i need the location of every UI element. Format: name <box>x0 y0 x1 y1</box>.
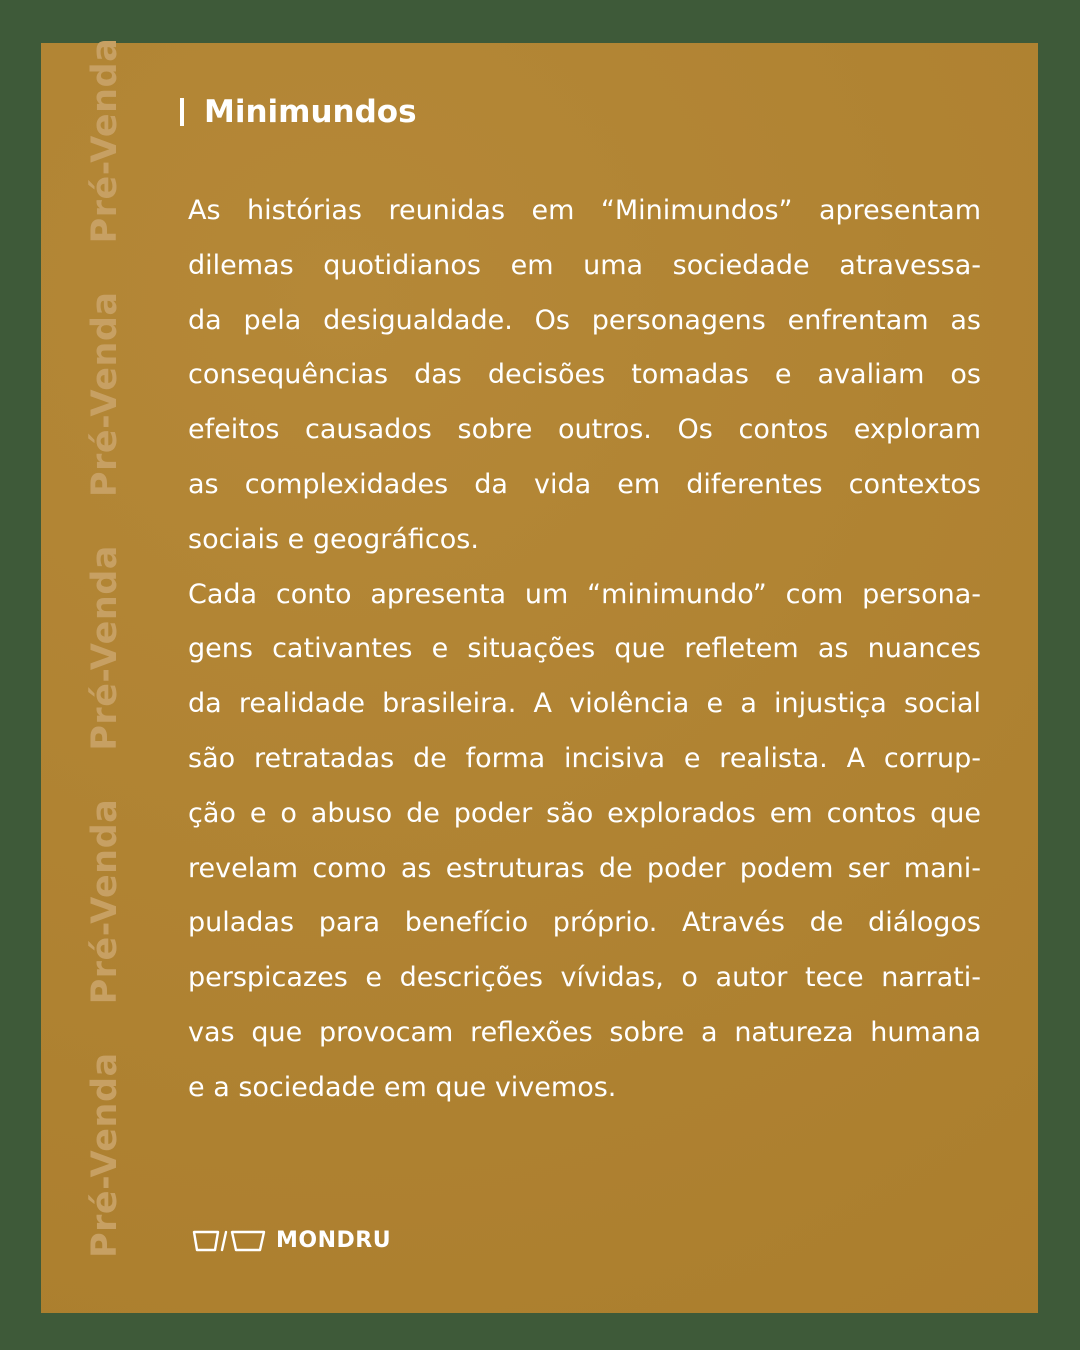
side-label: Pré-Venda <box>85 545 125 751</box>
mondru-logo-icon <box>192 1230 266 1252</box>
paragraph-1-line: consequências das decisões tomadas e avaliam os <box>188 359 981 391</box>
paragraph-1-line: as complexidades da vida em diferentes contextos <box>188 468 981 500</box>
side-label: Pré-Venda <box>85 291 125 498</box>
paragraph-1-line: sociais e geográficos. <box>188 523 479 555</box>
paragraph-1-line: efeitos causados sobre outros. Os contos exploram <box>188 414 981 446</box>
title-divider-bar <box>180 98 184 126</box>
mondru-logo <box>192 1228 391 1253</box>
side-label: Pré-Venda <box>85 37 125 244</box>
side-label: Pré-Venda <box>85 1052 125 1258</box>
page-title-block <box>180 90 417 134</box>
paragraph-2-line: e a sociedade em que vivemos. <box>188 1071 617 1103</box>
paragraph-2-line: da realidade brasileira. A violência e a injustiça social <box>188 688 981 720</box>
paragraph-2-line: ção e o abuso de poder são explorados em contos que <box>188 797 981 829</box>
paragraph-2-line: revelam como as estruturas de poder podem ser mani- <box>188 852 981 884</box>
paragraph-2-line: gens cativantes e situações que refletem as nuances <box>188 633 981 665</box>
paragraph-2-line: puladas para benefício próprio. Através de diálogos <box>188 907 981 939</box>
page-title: Minimundos <box>204 94 417 130</box>
paragraph-1-line: dilemas quotidianos em uma sociedade atravessa- <box>188 249 981 281</box>
description-text <box>188 184 981 1116</box>
paragraph-1-line: As histórias reunidas em “Minimundos” apresentam <box>188 195 981 226</box>
paragraph-1-line: da pela desigualdade. Os personagens enfrentam as <box>188 304 981 336</box>
side-label-strip <box>80 37 130 1258</box>
logo-text: MONDRU <box>276 1228 392 1253</box>
paragraph-2-line: Cada conto apresenta um “minimundo” com persona- <box>188 578 981 610</box>
paragraph-2-line: vas que provocam reflexões sobre a natureza humana <box>188 1016 981 1048</box>
side-label: Pré-Venda <box>85 798 125 1005</box>
paragraph-2-line: são retratadas de forma incisiva e realista. A corrup- <box>188 742 981 774</box>
paragraph-2-line: perspicazes e descrições vívidas, o autor tece narrati- <box>188 962 981 994</box>
